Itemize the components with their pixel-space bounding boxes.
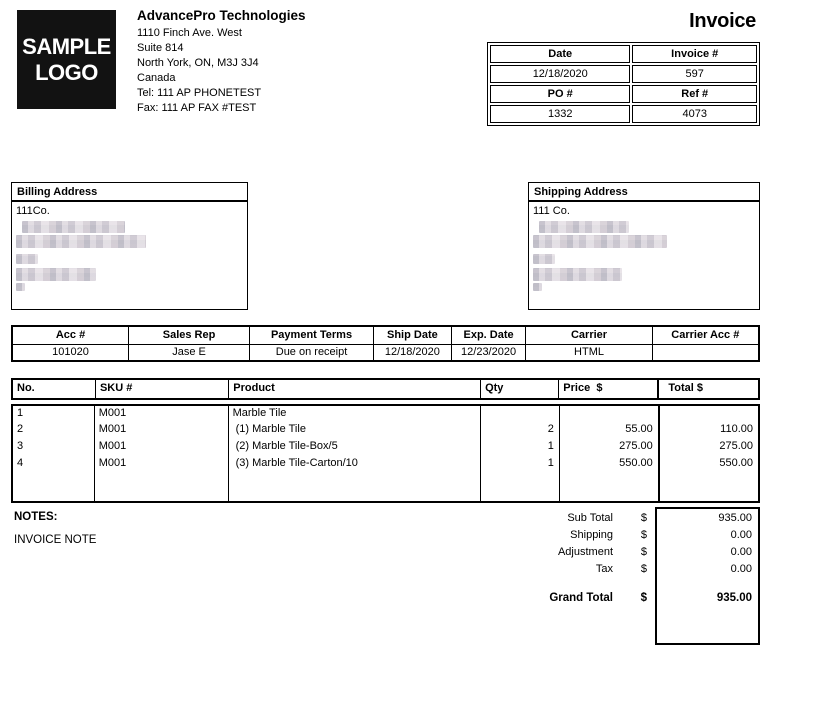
grand-total-currency: $ [640, 592, 647, 604]
company-address-line: Suite 814 [137, 42, 184, 54]
items-header-no: No. [17, 382, 35, 394]
item-row [12, 439, 759, 456]
company-name: AdvancePro Technologies [137, 8, 306, 23]
company-address-line: Canada [137, 72, 176, 84]
po-number-value: 1332 [490, 105, 630, 123]
adjustment-amount: 0.00 [730, 546, 752, 558]
invoice-number-value: 597 [632, 65, 757, 83]
item-product: (3) Marble Tile-Carton/10 [228, 456, 481, 473]
item-no: 2 [17, 423, 24, 435]
billing-address-box [11, 182, 248, 310]
shipping-company-name: 111 Co. [533, 205, 570, 217]
shipping-address-title: Shipping Address [529, 183, 759, 202]
adjustment-currency: $ [640, 546, 647, 558]
redacted-line [16, 283, 25, 291]
company-block [137, 8, 306, 116]
company-fax: Fax: 111 AP FAX #TEST [137, 102, 257, 114]
billing-company-name: 111Co. [16, 205, 50, 217]
item-price: 275.00 [559, 439, 658, 456]
item-row [12, 456, 759, 473]
item-no: 3 [17, 440, 24, 452]
item-row [12, 405, 759, 422]
invoice-meta-table [487, 42, 760, 126]
adjustment-row [400, 546, 760, 563]
item-qty: 2 [481, 422, 560, 439]
company-phone: Tel: 111 AP PHONETEST [137, 87, 262, 99]
acc-number-value: 101020 [12, 344, 129, 361]
acc-number-header: Acc # [12, 326, 129, 344]
item-sku: M001 [94, 422, 228, 439]
item-no: 1 [17, 407, 24, 419]
item-price: 55.00 [559, 422, 658, 439]
grand-total-amount: 935.00 [716, 592, 752, 604]
item-row-filler [12, 473, 759, 502]
item-product: (2) Marble Tile-Box/5 [228, 439, 481, 456]
tax-row [400, 563, 760, 580]
carrier-header: Carrier [526, 326, 652, 344]
item-product: (1) Marble Tile [228, 422, 481, 439]
logo-line-1: SAMPLE [22, 33, 111, 59]
redacted-line [533, 254, 555, 264]
item-no: 4 [17, 457, 24, 469]
subtotal-currency: $ [640, 512, 647, 524]
shipping-label: Shipping [570, 529, 613, 541]
item-sku: M001 [94, 456, 228, 473]
sample-logo [17, 10, 116, 109]
items-header-total: Total $ [657, 380, 757, 398]
po-number-header: PO # [490, 85, 630, 103]
redacted-line [533, 268, 622, 281]
tax-currency: $ [640, 563, 647, 575]
billing-address-title: Billing Address [12, 183, 247, 202]
item-qty: 1 [481, 439, 560, 456]
redacted-line [533, 283, 542, 291]
sales-rep-header: Sales Rep [129, 326, 250, 344]
redacted-line [539, 221, 629, 233]
redacted-line [16, 254, 38, 264]
items-table-header [11, 378, 760, 400]
date-value: 12/18/2020 [490, 65, 630, 83]
subtotal-row [400, 512, 760, 529]
items-header-price: Price $ [558, 380, 657, 398]
item-price [559, 405, 658, 422]
item-total: 275.00 [659, 439, 759, 456]
sales-rep-value: Jase E [129, 344, 250, 361]
carrier-value: HTML [526, 344, 652, 361]
shipping-amount: 0.00 [730, 529, 752, 541]
invoice-number-header: Invoice # [632, 45, 757, 63]
tax-label: Tax [595, 563, 613, 575]
items-header-qty: Qty [480, 380, 558, 398]
item-total: 110.00 [659, 422, 759, 439]
subtotal-label: Sub Total [567, 512, 613, 524]
item-sku: M001 [94, 439, 228, 456]
items-table-body [11, 404, 760, 503]
item-total: 550.00 [659, 456, 759, 473]
payment-terms-header: Payment Terms [250, 326, 374, 344]
ship-date-header: Ship Date [374, 326, 452, 344]
item-qty [481, 405, 560, 422]
redacted-line [16, 268, 96, 281]
notes-label: NOTES: [14, 511, 58, 523]
totals-section [400, 512, 760, 580]
item-row [12, 422, 759, 439]
page-title: Invoice [689, 10, 756, 32]
notes-text: INVOICE NOTE [14, 534, 97, 546]
redacted-line [16, 235, 146, 248]
item-sku: M001 [94, 405, 228, 422]
item-total [659, 405, 759, 422]
subtotal-amount: 935.00 [718, 512, 752, 524]
ref-number-header: Ref # [632, 85, 757, 103]
payment-terms-value: Due on receipt [250, 344, 374, 361]
tax-amount: 0.00 [730, 563, 752, 575]
exp-date-header: Exp. Date [451, 326, 526, 344]
ship-date-value: 12/18/2020 [374, 344, 452, 361]
exp-date-value: 12/23/2020 [451, 344, 526, 361]
carrier-acc-value [652, 344, 759, 361]
shipping-row [400, 529, 760, 546]
carrier-acc-header: Carrier Acc # [652, 326, 759, 344]
items-header-sku: SKU # [95, 380, 228, 398]
ref-number-value: 4073 [632, 105, 757, 123]
shipping-currency: $ [640, 529, 647, 541]
shipping-address-box [528, 182, 760, 310]
redacted-line [22, 221, 125, 233]
item-product: Marble Tile [228, 405, 481, 422]
date-header: Date [490, 45, 630, 63]
item-qty: 1 [481, 456, 560, 473]
logo-line-2: LOGO [35, 59, 98, 85]
redacted-line [533, 235, 667, 248]
adjustment-label: Adjustment [557, 546, 613, 558]
grand-total-label: Grand Total [549, 592, 613, 604]
items-header-product: Product [228, 380, 480, 398]
company-address-line: North York, ON, M3J 3J4 [137, 57, 259, 69]
item-price: 550.00 [559, 456, 658, 473]
company-address-line: 1110 Finch Ave. West [137, 27, 242, 39]
order-info-table [11, 325, 760, 362]
grand-total-row [400, 592, 760, 609]
